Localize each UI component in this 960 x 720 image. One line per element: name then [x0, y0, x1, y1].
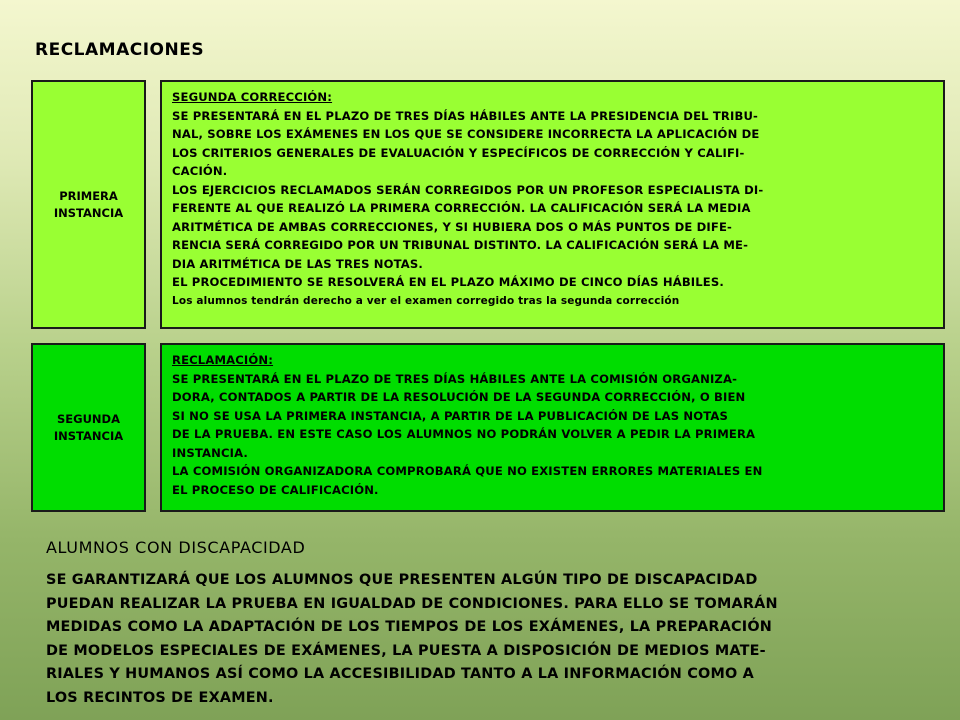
discapacidad-line: MEDIDAS COMO LA ADAPTACIÓN DE LOS TIEMPOS DE LOS EXÁMENES, LA PREPARACIÓN [46, 619, 773, 635]
segunda-line: INSTANCIA. [172, 445, 248, 460]
segunda-line: LA COMISIÓN ORGANIZADORA COMPROBARÁ QUE NO EXISTEN ERRORES MATERIALES EN [172, 464, 763, 478]
primera-line: LOS CRITERIOS GENERALES DE EVALUACIÓN Y ESPECÍFICOS DE CORRECCIÓN Y CALIFI- [172, 145, 745, 160]
segunda-line: DORA, CONTADOS A PARTIR DE LA RESOLUCIÓN DE LA SEGUNDA CORRECCIÓN, O BIEN [172, 390, 746, 404]
primera-line: SE PRESENTARÁ EN EL PLAZO DE TRES DÍAS HÁBILES ANTE LA PRESIDENCIA DEL TRIBU- [172, 108, 758, 123]
page-title: RECLAMACIONES [35, 40, 205, 60]
primera-label-line2: INSTANCIA [53, 205, 124, 220]
discapacidad-line: PUEDAN REALIZAR LA PRUEBA EN IGUALDAD DE CONDICIONES. PARA ELLO SE TOMARÁN [46, 595, 778, 612]
discapacidad-line: LOS RECINTOS DE EXAMEN. [46, 689, 274, 706]
discapacidad-line: DE MODELOS ESPECIALES DE EXÁMENES, LA PUESTA A DISPOSICIÓN DE MEDIOS MATE- [46, 642, 766, 659]
primera-label-line1: PRIMERA [59, 188, 118, 203]
primera-instancia-label [31, 80, 146, 329]
primera-line: CACIÓN. [172, 164, 228, 178]
primera-line: EL PROCEDIMIENTO SE RESOLVERÁ EN EL PLAZO MÁXIMO DE CINCO DÍAS HÁBILES. [172, 275, 724, 289]
segunda-line: DE LA PRUEBA. EN ESTE CASO LOS ALUMNOS NO PODRÁN VOLVER A PEDIR LA PRIMERA [172, 427, 756, 441]
primera-line: NAL, SOBRE LOS EXÁMENES EN LOS QUE SE CONSIDERE INCORRECTA LA APLICACIÓN DE [172, 127, 760, 141]
discapacidad-line: SE GARANTIZARÁ QUE LOS ALUMNOS QUE PRESENTEN ALGÚN TIPO DE DISCAPACIDAD [46, 572, 758, 588]
primera-line: FERENTE AL QUE REALIZÓ LA PRIMERA CORRECCIÓN. LA CALIFICACIÓN SERÁ LA MEDIA [172, 201, 751, 215]
segunda-label-line1: SEGUNDA [57, 411, 120, 426]
primera-line: DIA ARITMÉTICA DE LAS TRES NOTAS. [172, 256, 423, 271]
reclamacion-box [160, 343, 945, 512]
segunda-correccion-box [160, 80, 945, 329]
primera-line: LOS EJERCICIOS RECLAMADOS SERÁN CORREGIDOS POR UN PROFESOR ESPECIALISTA DI- [172, 182, 764, 197]
primera-line: RENCIA SERÁ CORREGIDO POR UN TRIBUNAL DISTINTO. LA CALIFICACIÓN SERÁ LA ME- [172, 238, 749, 252]
reclamacion-heading: RECLAMACIÓN: [172, 353, 274, 367]
segunda-correccion-heading: SEGUNDA CORRECCIÓN: [172, 90, 333, 104]
primera-note: Los alumnos tendrán derecho a ver el examen corregido tras la segunda corrección [172, 294, 680, 307]
segunda-line: SE PRESENTARÁ EN EL PLAZO DE TRES DÍAS HÁBILES ANTE LA COMISIÓN ORGANIZA- [172, 371, 738, 386]
segunda-instancia-label [31, 343, 146, 512]
primera-line: ARITMÉTICA DE AMBAS CORRECCIONES, Y SI HUBIERA DOS O MÁS PUNTOS DE DIFE- [172, 219, 732, 234]
discapacidad-paragraph [46, 569, 931, 710]
segunda-label-line2: INSTANCIA [53, 428, 124, 443]
segunda-line: SI NO SE USA LA PRIMERA INSTANCIA, A PARTIR DE LA PUBLICACIÓN DE LAS NOTAS [172, 408, 729, 423]
discapacidad-line: RIALES Y HUMANOS ASÍ COMO LA ACCESIBILIDAD TANTO A LA INFORMACIÓN COMO A [46, 666, 754, 682]
discapacidad-heading: ALUMNOS CON DISCAPACIDAD [46, 538, 306, 557]
segunda-line: EL PROCESO DE CALIFICACIÓN. [172, 482, 379, 497]
